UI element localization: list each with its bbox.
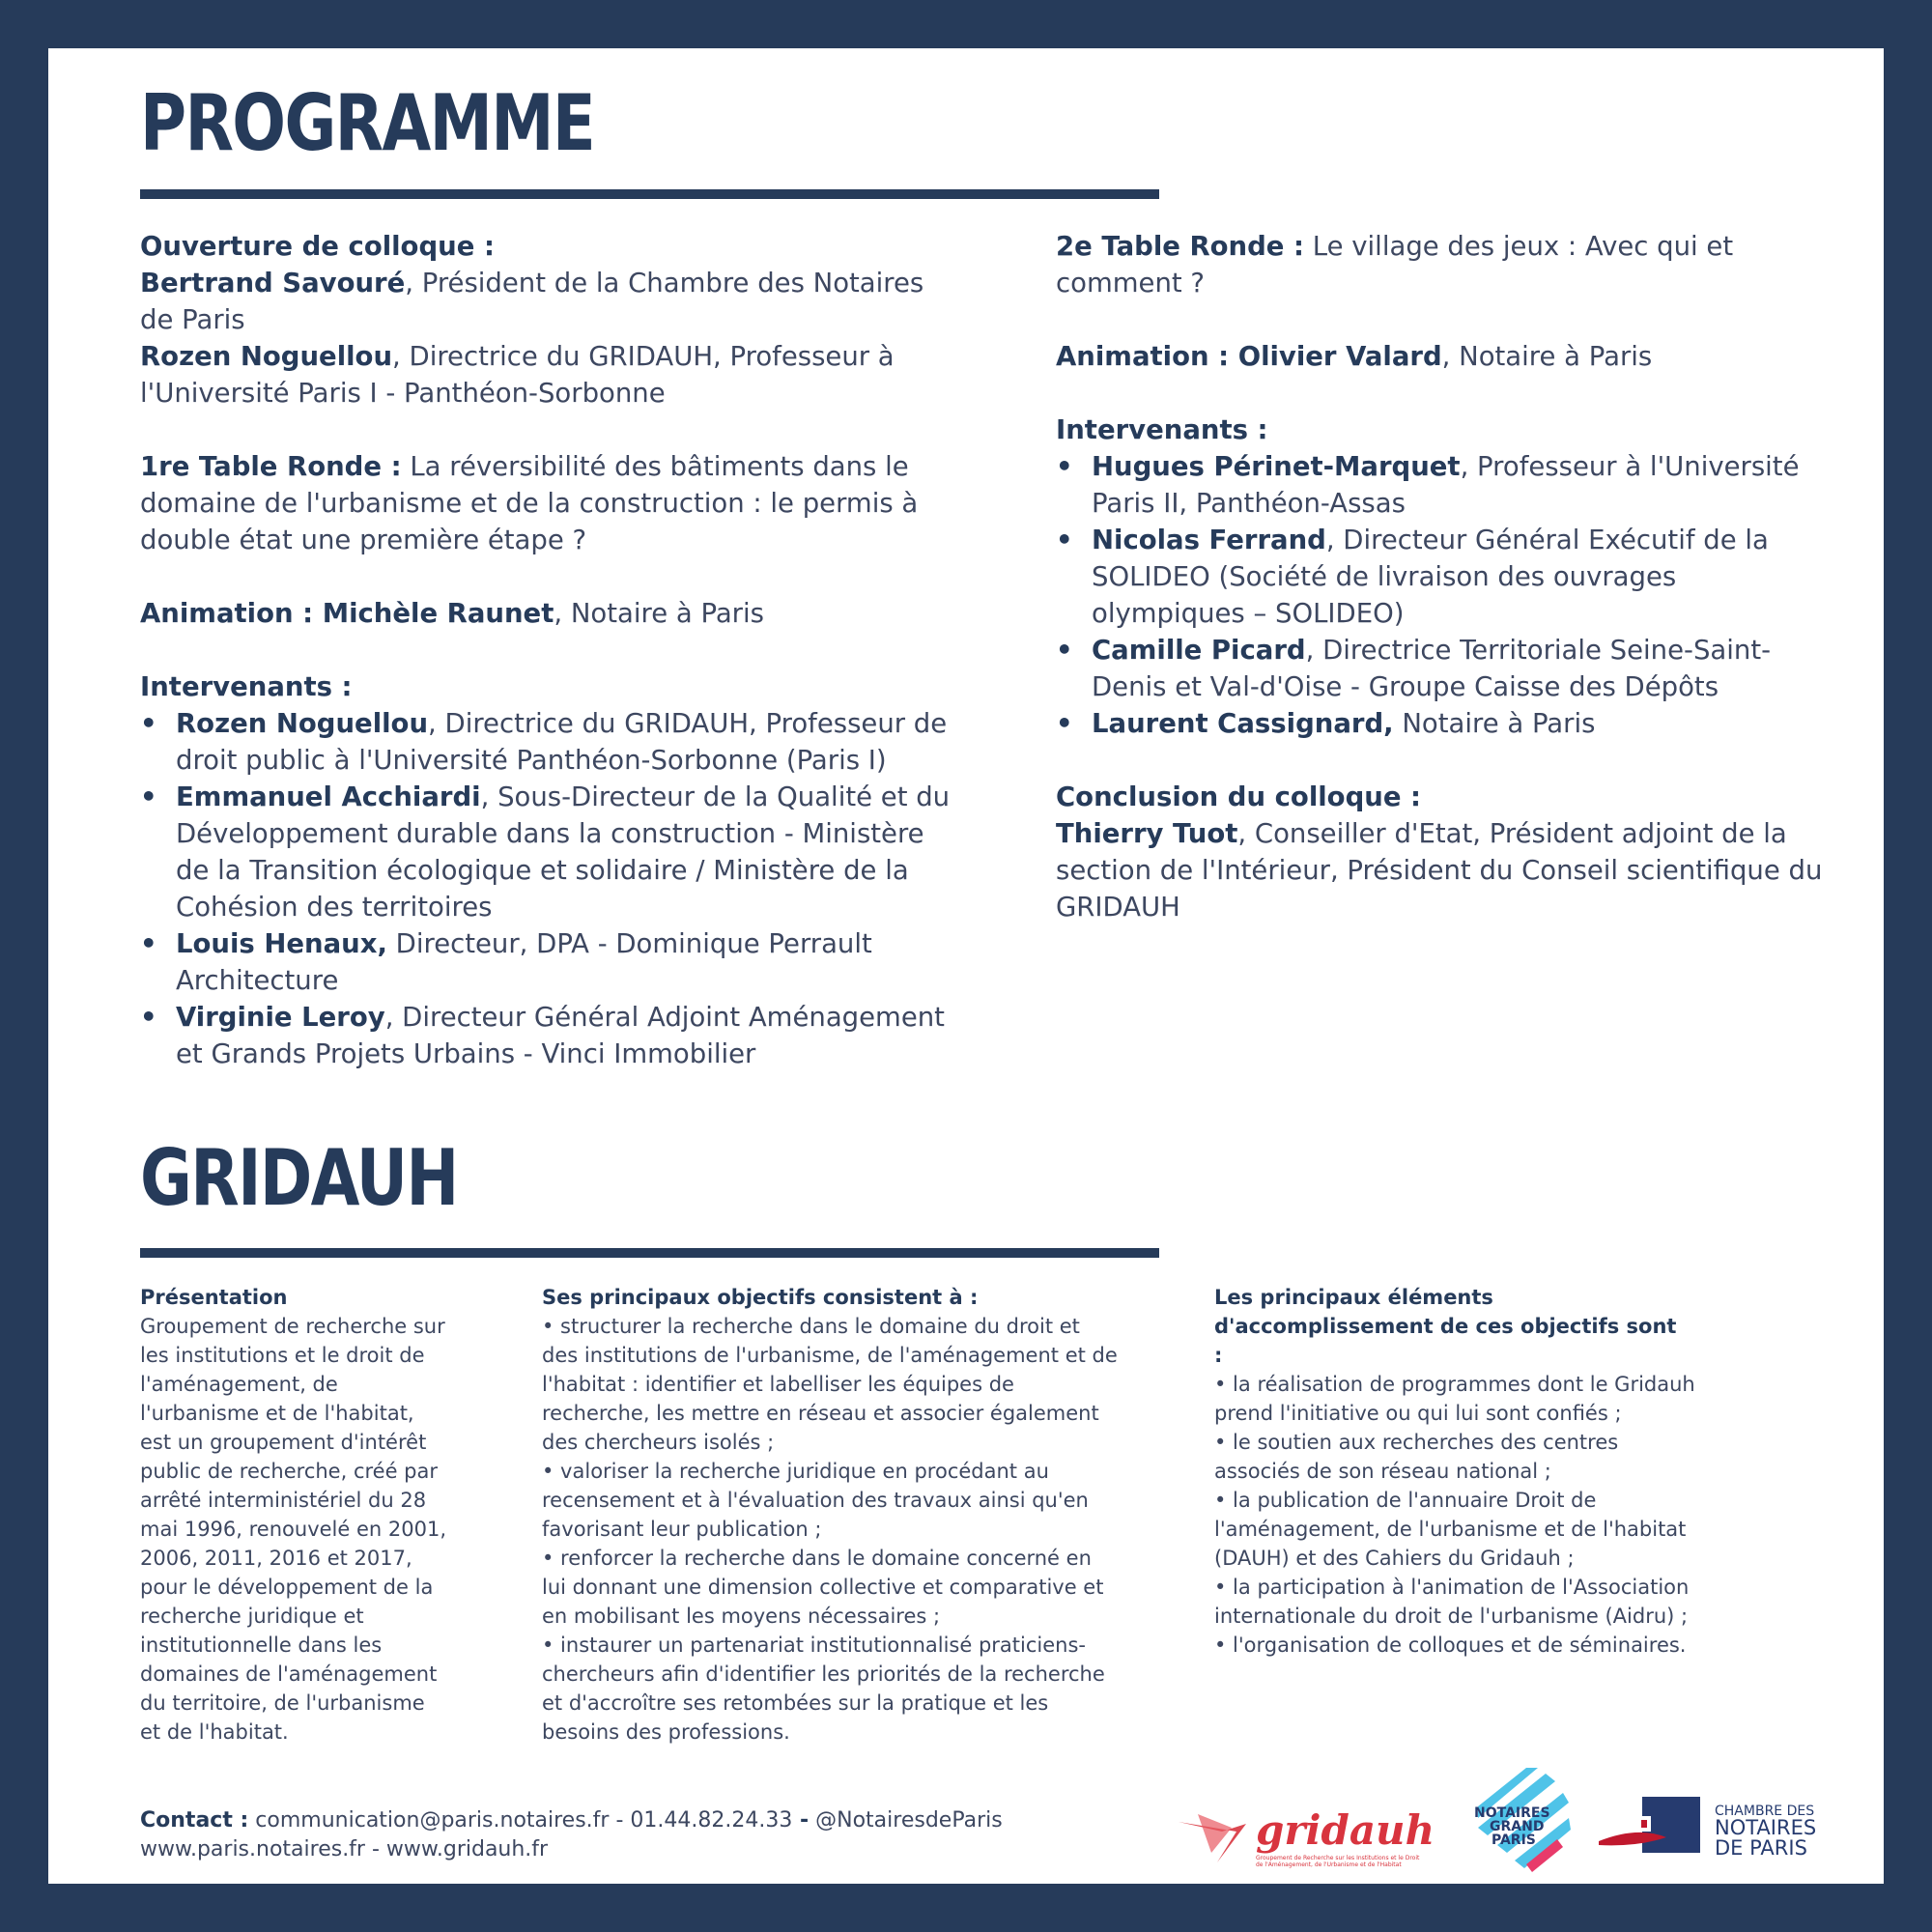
round2-speakers-list — [1056, 448, 1829, 742]
opening-speaker: Bertrand Savouré, Président de la Chambre des Notaires de Paris — [140, 268, 924, 335]
round1-speakers-list — [140, 705, 956, 1072]
objective-item: • valoriser la recherche juridique en procédant au recensement et à l'évaluation des travaux ainsi qu'en favorisant leur publication ; — [542, 1460, 1089, 1541]
speaker-item: • Laurent Cassignard, Notaire à Paris — [1056, 705, 1829, 742]
contact-label: Contact : — [140, 1808, 249, 1833]
conclusion-label: Conclusion du colloque : — [1056, 781, 1422, 812]
gridauh-logo-word: gridauh — [1256, 1806, 1435, 1854]
contact-websites[interactable]: www.paris.notaires.fr - www.gridauh.fr — [140, 1837, 549, 1861]
chambre-notaires-paris-logo — [1599, 1797, 1850, 1874]
notaires-grand-paris-logo — [1468, 1768, 1575, 1874]
objectives-label: Ses principaux objectifs consistent à : — [542, 1286, 979, 1309]
elements-label: Les principaux éléments d'accomplissement de ces objectifs sont : — [1214, 1286, 1677, 1367]
gridauh-rule — [140, 1248, 1159, 1258]
round1-speakers-label: Intervenants : — [140, 671, 353, 702]
contact-email-phone[interactable]: communication@paris.notaires.fr - 01.44.82.24.33 — [248, 1808, 793, 1833]
conclusion-speaker: Thierry Tuot, Conseiller d'Etat, Président adjoint de la section de l'Intérieur, Président du Conseil scientifique du GRIDAUH — [1056, 818, 1823, 923]
twitter-handle[interactable]: @NotairesdeParis — [809, 1808, 1003, 1833]
speaker-item: • Camille Picard, Directrice Territoriale Seine-Saint-Denis et Val-d'Oise - Groupe Caisse des Dépôts — [1056, 632, 1829, 705]
cnp-emblem-icon — [1599, 1797, 1715, 1864]
speaker-item: • Rozen Noguellou, Directrice du GRIDAUH, Professeur de droit public à l'Université Panthéon-Sorbonne (Paris I) — [140, 705, 956, 779]
element-item: • la participation à l'animation de l'Association internationale du droit de l'urbanisme (Aidru) ; — [1214, 1576, 1690, 1628]
gridauh-title: GRIDAUH — [140, 1133, 458, 1223]
speaker-item: • Nicolas Ferrand, Directeur Général Exécutif de la SOLIDEO (Société de livraison des ouvrages olympiques – SOLIDEO) — [1056, 522, 1829, 632]
presentation-label: Présentation — [140, 1286, 288, 1309]
elements-column — [1214, 1283, 1697, 1660]
programme-left-column — [140, 228, 956, 1072]
flyer-page — [48, 48, 1884, 1884]
gridauh-logo — [1179, 1795, 1435, 1872]
round2-animation: Animation : Olivier Valard, Notaire à Paris — [1056, 341, 1653, 372]
round2-heading: 2e Table Ronde : Le village des jeux : Avec qui et comment ? — [1056, 231, 1734, 298]
gridauh-logo-caption: Groupement de Recherche sur les Institutions et le Droit de l'Aménagement, de l'Urbanisme et de l'Habitat — [1256, 1855, 1420, 1868]
round1-animation: Animation : Michèle Raunet, Notaire à Paris — [140, 598, 764, 629]
objective-item: • structurer la recherche dans le domaine du droit et des institutions de l'urbanisme, de l'aménagement et de l'habitat : identifier et labelliser les équipes de recherche, les mettre en réseau et associer également des chercheurs isolés ; — [542, 1315, 1118, 1454]
presentation-text: Groupement de recherche sur les institutions et le droit de l'aménagement, de l'urbanisme et de l'habitat, est un groupement d'intérêt public de recherche, créé par arrêté interministériel du 28 mai 1996, renouvelé en 2001, 2006, 2011, 2016 et 2017, pour le développement de la recherche juridique et institutionnelle dans les domaines de l'aménagement du territoire, de l'urbanisme et de l'habitat. — [140, 1315, 446, 1744]
opening-speaker: Rozen Noguellou, Directrice du GRIDAUH, Professeur à l'Université Paris I - Panthéon-Sorbonne — [140, 341, 895, 409]
speaker-item: • Hugues Périnet-Marquet, Professeur à l'Université Paris II, Panthéon-Assas — [1056, 448, 1829, 522]
speaker-item: • Louis Henaux, Directeur, DPA - Dominique Perrault Architecture — [140, 925, 956, 999]
speaker-item: • Virginie Leroy, Directeur Général Adjoint Aménagement et Grands Projets Urbains - Vinci Immobilier — [140, 999, 956, 1072]
round2-speakers-label: Intervenants : — [1056, 414, 1268, 445]
opening-label: Ouverture de colloque : — [140, 231, 495, 262]
programme-right-column — [1056, 228, 1829, 925]
objective-item: • renforcer la recherche dans le domaine concerné en lui donnant une dimension collective et comparative et en mobilisant les moyens nécessaires ; — [542, 1547, 1104, 1628]
ngp-wordmark: NOTAIRES GRAND PARIS — [1474, 1805, 1550, 1848]
element-item: • le soutien aux recherches des centres associés de son réseau national ; — [1214, 1431, 1619, 1483]
cnp-wordmark: CHAMBRE DES NOTAIRES DE PARIS — [1715, 1804, 1817, 1860]
speaker-item: • Emmanuel Acchiardi, Sous-Directeur de la Qualité et du Développement durable dans la construction - Ministère de la Transition écologique et solidaire / Ministère de la Cohésion des territoires — [140, 779, 956, 925]
presentation-column — [140, 1283, 449, 1747]
objective-item: • instaurer un partenariat institutionnalisé praticiens-chercheurs afin d'identifier les priorités de la recherche et d'accroître ses retombées sur la pratique et les besoins des professions. — [542, 1634, 1105, 1744]
programme-rule — [140, 189, 1159, 199]
element-item: • l'organisation de colloques et de séminaires. — [1214, 1634, 1687, 1657]
contact-block: Contact : communication@paris.notaires.fr - 01.44.82.24.33 - @NotairesdeParis www.paris.notaires.fr - www.gridauh.fr — [140, 1806, 1003, 1864]
objectives-column — [542, 1283, 1122, 1747]
element-item: • la réalisation de programmes dont le Gridauh prend l'initiative ou qui lui sont confiés ; — [1214, 1373, 1695, 1425]
round1-heading: 1re Table Ronde : La réversibilité des bâtiments dans le domaine de l'urbanisme et de la construction : le permis à double état une première étape ? — [140, 451, 919, 555]
programme-title: PROGRAMME — [140, 78, 595, 168]
element-item: • la publication de l'annuaire Droit de l'aménagement, de l'urbanisme et de l'habitat (DAUH) et des Cahiers du Gridauh ; — [1214, 1489, 1687, 1570]
